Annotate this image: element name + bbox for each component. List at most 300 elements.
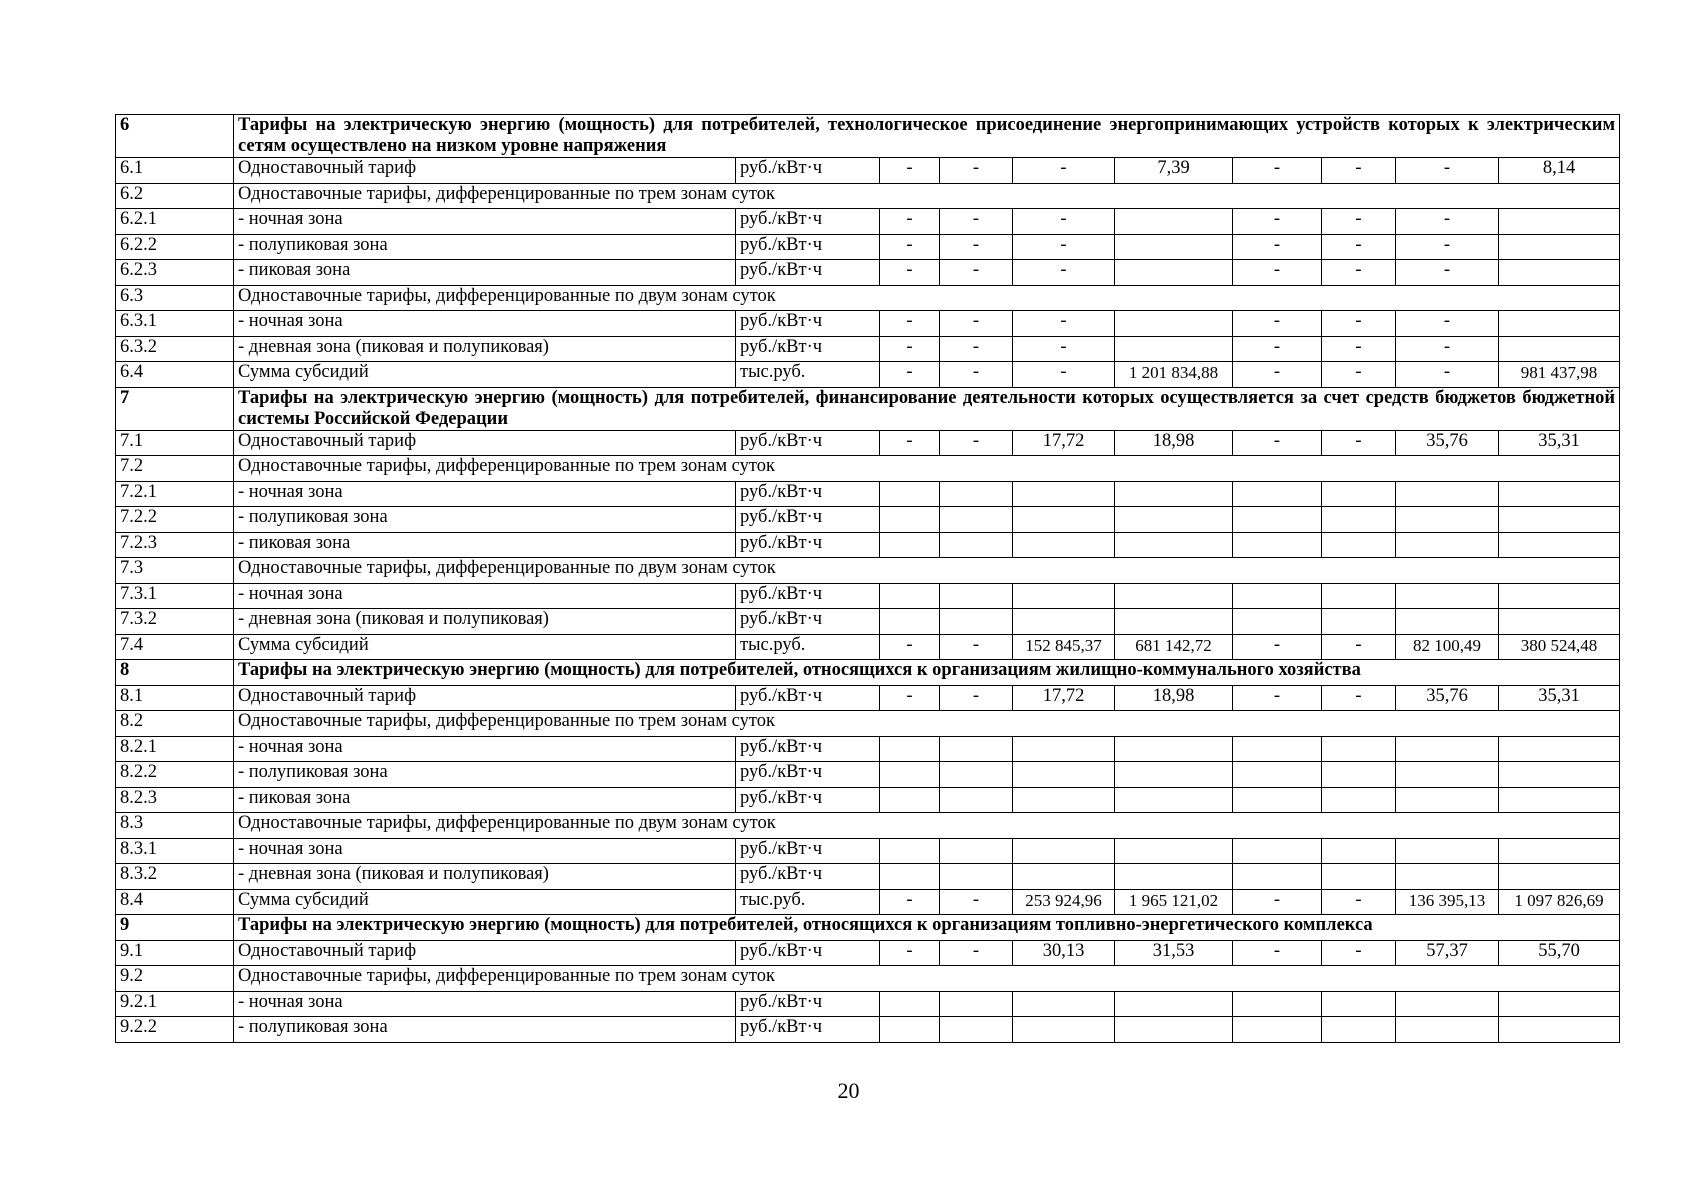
value-cell: -	[1233, 311, 1322, 337]
row-number: 9.2	[116, 966, 234, 992]
value-cell	[940, 991, 1013, 1017]
value-cell: -	[1013, 336, 1115, 362]
value-cell	[1013, 481, 1115, 507]
row-number: 6.3	[116, 285, 234, 311]
row-number: 8.3.1	[116, 838, 234, 864]
value-cell: 152 845,37	[1013, 634, 1115, 660]
table-row	[116, 864, 1620, 890]
value-cell: 82 100,49	[1396, 634, 1499, 660]
value-cell	[1013, 762, 1115, 788]
section-row	[116, 387, 1620, 430]
row-name: Одноставочный тариф	[234, 158, 736, 184]
value-cell	[1499, 787, 1620, 813]
row-name: - полупиковая зона	[234, 762, 736, 788]
table-row	[116, 889, 1620, 915]
value-cell	[1115, 787, 1233, 813]
value-cell: 30,13	[1013, 940, 1115, 966]
value-cell	[1322, 736, 1396, 762]
value-cell	[1499, 481, 1620, 507]
value-cell	[1396, 583, 1499, 609]
value-cell	[1233, 991, 1322, 1017]
value-cell	[1322, 762, 1396, 788]
value-cell: -	[1322, 634, 1396, 660]
value-cell: 57,37	[1396, 940, 1499, 966]
row-unit: руб./кВт·ч	[736, 311, 880, 337]
value-cell: 1 201 834,88	[1115, 362, 1233, 388]
tariff-table-body	[116, 115, 1620, 1043]
value-cell: -	[1013, 260, 1115, 286]
value-cell	[940, 787, 1013, 813]
row-number: 8.2.1	[116, 736, 234, 762]
row-number: 7.2.3	[116, 532, 234, 558]
row-unit: руб./кВт·ч	[736, 583, 880, 609]
row-unit: руб./кВт·ч	[736, 336, 880, 362]
value-cell: -	[1322, 362, 1396, 388]
value-cell	[1013, 507, 1115, 533]
row-number: 6.2.2	[116, 234, 234, 260]
value-cell	[1396, 507, 1499, 533]
value-cell	[1013, 991, 1115, 1017]
value-cell	[940, 1017, 1013, 1043]
row-name: Одноставочный тариф	[234, 430, 736, 456]
table-row	[116, 481, 1620, 507]
value-cell: 1 965 121,02	[1115, 889, 1233, 915]
value-cell	[1115, 736, 1233, 762]
group-title: Одноставочные тарифы, дифференцированные по трем зонам суток	[234, 456, 1620, 482]
row-name: Одноставочный тариф	[234, 940, 736, 966]
row-name: - ночная зона	[234, 736, 736, 762]
value-cell	[1499, 209, 1620, 235]
value-cell	[1322, 532, 1396, 558]
row-name: - дневная зона (пиковая и полупиковая)	[234, 609, 736, 635]
value-cell: 17,72	[1013, 685, 1115, 711]
value-cell: 18,98	[1115, 430, 1233, 456]
value-cell	[1115, 336, 1233, 362]
value-cell: -	[1233, 158, 1322, 184]
value-cell	[1233, 507, 1322, 533]
value-cell: -	[880, 362, 940, 388]
row-number: 8.3	[116, 813, 234, 839]
group-row	[116, 966, 1620, 992]
value-cell: -	[1013, 362, 1115, 388]
value-cell: -	[1233, 260, 1322, 286]
row-name: - пиковая зона	[234, 532, 736, 558]
value-cell	[880, 609, 940, 635]
row-number: 7	[116, 387, 234, 430]
value-cell	[1322, 991, 1396, 1017]
value-cell	[1322, 1017, 1396, 1043]
row-name: - дневная зона (пиковая и полупиковая)	[234, 864, 736, 890]
value-cell	[940, 507, 1013, 533]
group-row	[116, 285, 1620, 311]
row-number: 6.2	[116, 183, 234, 209]
row-number: 7.3	[116, 558, 234, 584]
row-number: 9.1	[116, 940, 234, 966]
value-cell	[1115, 209, 1233, 235]
value-cell	[1013, 838, 1115, 864]
group-title: Одноставочные тарифы, дифференцированные по трем зонам суток	[234, 711, 1620, 737]
value-cell	[1233, 762, 1322, 788]
row-unit: тыс.руб.	[736, 889, 880, 915]
table-row	[116, 532, 1620, 558]
row-number: 9	[116, 915, 234, 941]
value-cell	[1322, 864, 1396, 890]
value-cell: -	[1013, 311, 1115, 337]
value-cell: -	[940, 362, 1013, 388]
row-number: 6.1	[116, 158, 234, 184]
value-cell: -	[1233, 430, 1322, 456]
value-cell: -	[880, 336, 940, 362]
value-cell: -	[1233, 336, 1322, 362]
row-unit: тыс.руб.	[736, 362, 880, 388]
row-number: 6.3.1	[116, 311, 234, 337]
value-cell	[880, 481, 940, 507]
value-cell	[1115, 311, 1233, 337]
value-cell: 981 437,98	[1499, 362, 1620, 388]
row-name: - полупиковая зона	[234, 1017, 736, 1043]
value-cell: 7,39	[1115, 158, 1233, 184]
row-number: 7.1	[116, 430, 234, 456]
group-title: Одноставочные тарифы, дифференцированные по двум зонам суток	[234, 558, 1620, 584]
value-cell: -	[1322, 940, 1396, 966]
value-cell	[1499, 609, 1620, 635]
value-cell: -	[1013, 158, 1115, 184]
table-row	[116, 158, 1620, 184]
value-cell	[1115, 260, 1233, 286]
row-name: - ночная зона	[234, 311, 736, 337]
value-cell: 35,31	[1499, 430, 1620, 456]
value-cell	[1396, 762, 1499, 788]
value-cell	[1396, 609, 1499, 635]
row-unit: руб./кВт·ч	[736, 481, 880, 507]
value-cell: -	[880, 634, 940, 660]
row-name: - полупиковая зона	[234, 234, 736, 260]
value-cell: -	[1233, 362, 1322, 388]
row-unit: руб./кВт·ч	[736, 787, 880, 813]
value-cell	[1115, 762, 1233, 788]
group-row	[116, 711, 1620, 737]
table-row	[116, 762, 1620, 788]
value-cell	[940, 481, 1013, 507]
value-cell: -	[1233, 634, 1322, 660]
group-row	[116, 558, 1620, 584]
value-cell: 8,14	[1499, 158, 1620, 184]
value-cell	[1499, 311, 1620, 337]
value-cell	[880, 507, 940, 533]
value-cell: -	[1233, 234, 1322, 260]
value-cell: -	[1322, 336, 1396, 362]
value-cell: 55,70	[1499, 940, 1620, 966]
table-row	[116, 634, 1620, 660]
value-cell	[1499, 762, 1620, 788]
row-number: 6.3.2	[116, 336, 234, 362]
value-cell: -	[1013, 209, 1115, 235]
row-unit: руб./кВт·ч	[736, 260, 880, 286]
section-title: Тарифы на электрическую энергию (мощность) для потребителей, технологическое присоединение энергопринимающих устройств которых к электрическим сетям осуществлено на низком уровне напряжения	[234, 115, 1620, 158]
value-cell	[1396, 864, 1499, 890]
section-row	[116, 660, 1620, 686]
table-row	[116, 430, 1620, 456]
row-name: Сумма субсидий	[234, 634, 736, 660]
value-cell	[1115, 864, 1233, 890]
table-row	[116, 209, 1620, 235]
row-number: 6.2.3	[116, 260, 234, 286]
value-cell: -	[1396, 311, 1499, 337]
value-cell	[880, 532, 940, 558]
value-cell: -	[940, 940, 1013, 966]
row-number: 8.1	[116, 685, 234, 711]
value-cell	[940, 583, 1013, 609]
value-cell: -	[940, 158, 1013, 184]
table-row	[116, 991, 1620, 1017]
value-cell	[1499, 736, 1620, 762]
value-cell	[1115, 609, 1233, 635]
table-row	[116, 507, 1620, 533]
value-cell	[1233, 481, 1322, 507]
value-cell	[1499, 1017, 1620, 1043]
value-cell	[1233, 864, 1322, 890]
value-cell	[1233, 609, 1322, 635]
row-name: Одноставочный тариф	[234, 685, 736, 711]
value-cell: -	[940, 889, 1013, 915]
value-cell: -	[940, 209, 1013, 235]
table-row	[116, 736, 1620, 762]
row-unit: руб./кВт·ч	[736, 1017, 880, 1043]
value-cell: 253 924,96	[1013, 889, 1115, 915]
value-cell: 1 097 826,69	[1499, 889, 1620, 915]
value-cell	[880, 583, 940, 609]
row-unit: руб./кВт·ч	[736, 507, 880, 533]
row-number: 7.2	[116, 456, 234, 482]
section-title: Тарифы на электрическую энергию (мощность) для потребителей, финансирование деятельности которых осуществляется за счет средств бюджетов бюджетной системы Российской Федерации	[234, 387, 1620, 430]
row-unit: руб./кВт·ч	[736, 158, 880, 184]
value-cell: -	[880, 260, 940, 286]
row-number: 8.4	[116, 889, 234, 915]
value-cell	[1233, 736, 1322, 762]
value-cell	[1233, 583, 1322, 609]
value-cell	[1322, 583, 1396, 609]
row-name: - ночная зона	[234, 991, 736, 1017]
value-cell	[1499, 336, 1620, 362]
row-number: 9.2.2	[116, 1017, 234, 1043]
row-name: - пиковая зона	[234, 787, 736, 813]
value-cell: -	[1396, 362, 1499, 388]
value-cell	[1013, 532, 1115, 558]
value-cell	[1396, 838, 1499, 864]
value-cell	[1322, 838, 1396, 864]
row-unit: руб./кВт·ч	[736, 838, 880, 864]
table-row	[116, 940, 1620, 966]
value-cell	[1396, 532, 1499, 558]
row-number: 7.3.2	[116, 609, 234, 635]
value-cell	[1115, 838, 1233, 864]
value-cell: -	[1322, 158, 1396, 184]
row-name: - полупиковая зона	[234, 507, 736, 533]
value-cell	[1013, 787, 1115, 813]
value-cell: -	[1322, 889, 1396, 915]
value-cell	[1322, 481, 1396, 507]
value-cell: -	[880, 940, 940, 966]
value-cell: -	[1396, 260, 1499, 286]
group-title: Одноставочные тарифы, дифференцированные по двум зонам суток	[234, 285, 1620, 311]
group-title: Одноставочные тарифы, дифференцированные по трем зонам суток	[234, 183, 1620, 209]
value-cell: 18,98	[1115, 685, 1233, 711]
row-number: 8.2.3	[116, 787, 234, 813]
value-cell: -	[1322, 685, 1396, 711]
value-cell: -	[940, 634, 1013, 660]
value-cell: -	[1396, 234, 1499, 260]
value-cell: 35,76	[1396, 685, 1499, 711]
value-cell	[1115, 1017, 1233, 1043]
section-title: Тарифы на электрическую энергию (мощность) для потребителей, относящихся к организациям жилищно-коммунального хозяйства	[234, 660, 1620, 686]
table-row	[116, 1017, 1620, 1043]
row-unit: руб./кВт·ч	[736, 209, 880, 235]
value-cell: -	[880, 311, 940, 337]
row-name: - ночная зона	[234, 583, 736, 609]
row-unit: тыс.руб.	[736, 634, 880, 660]
row-unit: руб./кВт·ч	[736, 609, 880, 635]
value-cell	[1233, 787, 1322, 813]
value-cell	[1396, 787, 1499, 813]
value-cell: -	[1233, 685, 1322, 711]
value-cell: 35,76	[1396, 430, 1499, 456]
table-row	[116, 311, 1620, 337]
row-number: 9.2.1	[116, 991, 234, 1017]
value-cell: -	[940, 260, 1013, 286]
value-cell: 681 142,72	[1115, 634, 1233, 660]
value-cell: 136 395,13	[1396, 889, 1499, 915]
value-cell	[880, 736, 940, 762]
row-unit: руб./кВт·ч	[736, 736, 880, 762]
row-unit: руб./кВт·ч	[736, 762, 880, 788]
row-unit: руб./кВт·ч	[736, 430, 880, 456]
group-title: Одноставочные тарифы, дифференцированные по двум зонам суток	[234, 813, 1620, 839]
table-row	[116, 583, 1620, 609]
value-cell: 380 524,48	[1499, 634, 1620, 660]
table-row	[116, 838, 1620, 864]
row-unit: руб./кВт·ч	[736, 532, 880, 558]
group-row	[116, 456, 1620, 482]
value-cell	[1115, 234, 1233, 260]
row-name: - ночная зона	[234, 838, 736, 864]
row-name: Сумма субсидий	[234, 889, 736, 915]
value-cell	[1322, 787, 1396, 813]
row-unit: руб./кВт·ч	[736, 234, 880, 260]
value-cell: -	[940, 336, 1013, 362]
value-cell	[880, 1017, 940, 1043]
group-row	[116, 813, 1620, 839]
table-row	[116, 234, 1620, 260]
row-number: 7.2.1	[116, 481, 234, 507]
value-cell: -	[880, 430, 940, 456]
value-cell: -	[880, 889, 940, 915]
section-row	[116, 115, 1620, 158]
value-cell: -	[940, 430, 1013, 456]
group-row	[116, 183, 1620, 209]
value-cell: 17,72	[1013, 430, 1115, 456]
row-unit: руб./кВт·ч	[736, 685, 880, 711]
value-cell	[940, 762, 1013, 788]
value-cell: -	[940, 234, 1013, 260]
value-cell	[1396, 991, 1499, 1017]
value-cell	[1013, 864, 1115, 890]
row-name: - дневная зона (пиковая и полупиковая)	[234, 336, 736, 362]
row-number: 6	[116, 115, 234, 158]
row-name: Сумма субсидий	[234, 362, 736, 388]
value-cell	[880, 864, 940, 890]
value-cell: -	[880, 209, 940, 235]
value-cell	[1499, 532, 1620, 558]
value-cell: -	[1322, 260, 1396, 286]
value-cell: 35,31	[1499, 685, 1620, 711]
value-cell: -	[1322, 234, 1396, 260]
section-title: Тарифы на электрическую энергию (мощность) для потребителей, относящихся к организациям топливно-энергетического комплекса	[234, 915, 1620, 941]
value-cell: -	[1396, 336, 1499, 362]
value-cell	[1115, 991, 1233, 1017]
value-cell: -	[880, 685, 940, 711]
value-cell	[1233, 532, 1322, 558]
row-name: - пиковая зона	[234, 260, 736, 286]
value-cell	[1499, 864, 1620, 890]
row-number: 8.2	[116, 711, 234, 737]
value-cell	[1396, 736, 1499, 762]
value-cell	[940, 838, 1013, 864]
value-cell	[1013, 736, 1115, 762]
value-cell	[1233, 838, 1322, 864]
value-cell	[1499, 507, 1620, 533]
value-cell	[880, 991, 940, 1017]
group-title: Одноставочные тарифы, дифференцированные по трем зонам суток	[234, 966, 1620, 992]
value-cell: -	[1322, 430, 1396, 456]
value-cell	[880, 838, 940, 864]
section-row	[116, 915, 1620, 941]
row-unit: руб./кВт·ч	[736, 940, 880, 966]
value-cell	[940, 736, 1013, 762]
row-number: 7.2.2	[116, 507, 234, 533]
row-number: 8	[116, 660, 234, 686]
row-number: 8.3.2	[116, 864, 234, 890]
row-unit: руб./кВт·ч	[736, 864, 880, 890]
table-row	[116, 362, 1620, 388]
value-cell	[1013, 1017, 1115, 1043]
table-row	[116, 260, 1620, 286]
row-number: 7.4	[116, 634, 234, 660]
table-row	[116, 609, 1620, 635]
value-cell	[1115, 481, 1233, 507]
value-cell: -	[1396, 158, 1499, 184]
value-cell	[1115, 532, 1233, 558]
tariff-table	[115, 114, 1620, 1043]
value-cell	[1499, 583, 1620, 609]
value-cell: 31,53	[1115, 940, 1233, 966]
value-cell	[1115, 507, 1233, 533]
value-cell: -	[880, 158, 940, 184]
value-cell	[1013, 609, 1115, 635]
value-cell: -	[940, 685, 1013, 711]
value-cell: -	[940, 311, 1013, 337]
value-cell	[940, 532, 1013, 558]
value-cell	[940, 864, 1013, 890]
value-cell: -	[880, 234, 940, 260]
table-row	[116, 787, 1620, 813]
value-cell: -	[1233, 209, 1322, 235]
page-number: 20	[837, 1078, 860, 1103]
row-number: 6.2.1	[116, 209, 234, 235]
value-cell	[1013, 583, 1115, 609]
value-cell: -	[1013, 234, 1115, 260]
value-cell	[880, 787, 940, 813]
value-cell: -	[1322, 311, 1396, 337]
